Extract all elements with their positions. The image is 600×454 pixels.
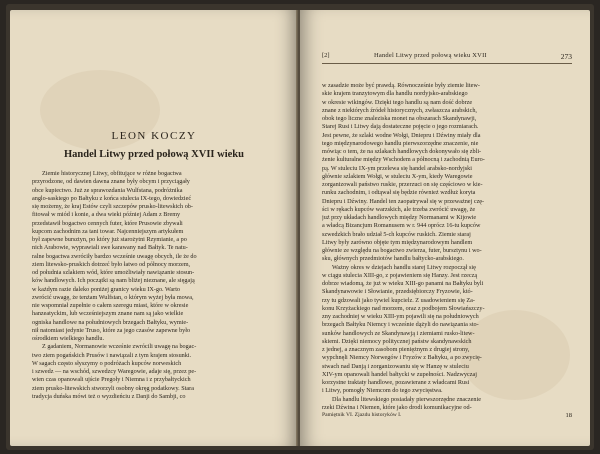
text-line: two ziem pogańskich Prusów i nawiązali z tym krajem stosunki. bbox=[32, 351, 192, 359]
text-line: obok tego liczne znaleziska monet na obszarach Skandynawji, bbox=[322, 115, 477, 122]
text-line: i szwedz — na wschód, szwedzcy Waregowie, adaje się, przez pe- bbox=[32, 368, 197, 375]
right-body-text bbox=[322, 82, 572, 412]
text-line: szwedzkich brało udział 5-ch kupców ruskich. Ziemie staraj bbox=[322, 230, 471, 238]
text-line: sunków handlowych ze Skandynawją i ziemiami rusko-litew- bbox=[322, 329, 475, 337]
header-rule bbox=[322, 63, 572, 64]
text-line: zorganizowali państwo ruskie, przerzuci on się częściowo w kie- bbox=[322, 181, 483, 188]
text-line: tradycja duńska mówi też o wyzdieńciu z Danji do Sambji, co bbox=[32, 392, 186, 400]
text-line: W sagach często słyszymy o podróżach kupców norweskich bbox=[32, 359, 182, 367]
text-line: ści w rękach kupców warzskich, ale trzeba zwrócić uwagę, że bbox=[322, 205, 476, 213]
text-line: głównie ze względu na bogactwo zwierza, futer, bursztynu i wo- bbox=[322, 247, 482, 254]
text-line: sku, głównych przedmiotów handlu bałtycko-arabskiego. bbox=[322, 255, 464, 263]
text-line: przedstawił bogactwo cennych futer, które Prusowie zbywali bbox=[32, 219, 183, 227]
text-line: znane z niektórych źródeł historycznych, zwłaszcza arabskich, bbox=[322, 106, 477, 114]
text-line: fitował w miód i konie, a dwa wieki później Adam z Bremy bbox=[32, 211, 181, 219]
text-line: głównie szlakiem Wołgi, w stuleciu X-ym, kiedy Waregowie bbox=[322, 172, 473, 180]
text-line: w zasadzie może być prawdą. Równocześnie były ziemie litew- bbox=[322, 82, 480, 89]
text-line: ralne bogactwa zwróciły bardzo wcześnie uwagę obcych, ile że do bbox=[32, 252, 197, 260]
text-line: Starej Rusi i Litwy dają dostateczne pojęcie o jego rozmiarach. bbox=[322, 123, 479, 131]
footer-signature: Pamiętnik VI. Zjazdu historyków I. bbox=[322, 412, 402, 418]
text-line: ośrodkiem wielkiego handlu. bbox=[32, 335, 105, 342]
running-title: Handel Litwy przed połową wieku XVII bbox=[374, 52, 487, 59]
text-line: obce kupiectwo. Już ze sprawozdania Wulfstana, podróżnika bbox=[32, 186, 183, 194]
text-line: w każdym razie daleko poniżej granicy wieku IX-go. Warto bbox=[32, 285, 181, 293]
text-line: konu Krzyżackiego nad morzem, oraz z podbojem Słowiańszczy- bbox=[322, 304, 485, 312]
text-line: skiemi. Dzięki niemocy politycznej państw skandynawskich bbox=[322, 337, 472, 345]
text-line: żenie kulturalne między Wschodem a północną i zachodnią Euro- bbox=[322, 156, 485, 164]
text-line: był zapewne bursztyn, po który już starożytni Rzymianie, a po bbox=[32, 236, 187, 243]
text-line: w okresie wikingów. Dzięki tego handlu są nam dość dobrze bbox=[322, 98, 473, 106]
left-body-text bbox=[32, 170, 284, 401]
text-line: runku zachodnim, i odtąwał się będzie również wzdłuż koryta bbox=[322, 189, 476, 197]
section-number: [2] bbox=[322, 52, 330, 59]
text-line: stwach nad Danją i zorganizowaniu się w Hanzę w stuleciu bbox=[322, 362, 469, 370]
chapter-title: Handel Litwy przed połową XVII wieku bbox=[64, 149, 244, 160]
left-page bbox=[10, 10, 298, 446]
text-line: nił natomiast jedynie Truso, które za jego czasów zapewne było bbox=[32, 326, 191, 334]
footer-sheet-number: 18 bbox=[565, 412, 572, 419]
running-header bbox=[322, 52, 572, 62]
right-page bbox=[300, 10, 590, 446]
text-line: Skandynawowie i Słowianie, przedsiębiorczy Fryzowie, któ- bbox=[322, 288, 473, 296]
text-line: wypchnęli Niemcy Norwegów i Fryzów z Bałtyku, a po zwycię- bbox=[322, 354, 482, 362]
text-line: ziem litewsko-pruskich dotrzeć było łatwo od północy morzem, bbox=[32, 260, 191, 268]
text-line: rzeki Dźwina i Niemen, które jako drodi komunikacyjne od- bbox=[322, 403, 472, 411]
text-line: od południa szlakiem wód, które umożliwiały nawiązanie stosun- bbox=[32, 269, 195, 276]
text-line: mówiąc o tem, że na szlakach handlowych dokonywało się zbli- bbox=[322, 148, 482, 155]
text-line: a władcą Bizancjum Romanusem w r. 944 oprócz 16-tu kupców bbox=[322, 222, 481, 230]
text-line: wien czas opanowali ujście Pregoły i Niemna i z przybałtyckich bbox=[32, 376, 191, 384]
text-line: XIV-ym opanowali handel bałtycki w zupełności. Nadzwyczaj bbox=[322, 370, 477, 378]
text-line: hanzeatyckim, lub wcześniejszym znane nam są jako wielkie bbox=[32, 310, 184, 318]
text-line: ogniska handlowe na południowych brzegach Bałtyku, wymie- bbox=[32, 318, 189, 326]
text-line: nich Arabowie, wyprawiali swe karawany nad Bałtyk. Te natu- bbox=[32, 244, 188, 252]
text-line: Dla handlu litewskiego posiadały pierwszorzędne znaczenie bbox=[332, 395, 481, 403]
text-line: się możemy, że kraj Estów czyli szczepów prusko-litewskich ob- bbox=[32, 203, 193, 210]
text-line: nie wspomniał zupełnie o całem szeregu miast, które w okresie bbox=[32, 302, 189, 309]
text-line: skie krajem tranzytowym dla handlu nordyjsko-arabskiego bbox=[322, 90, 468, 98]
text-line: Ziemie historycznej Litwy, obfitujące w różne bogactwa bbox=[42, 170, 182, 177]
text-line: ziem prusko-litewskich stworzyli osobny okręg podatkowy. Stara bbox=[32, 384, 194, 392]
page-number: 273 bbox=[560, 52, 572, 61]
text-line: i Litwy, pomogły Niemcom do tego zwycięstwa. bbox=[322, 387, 443, 395]
text-line: korzystne traktaty handlowe, pozawierane z władcami Rusi bbox=[322, 379, 470, 386]
text-line: w ciągu stulecia XIII-go, z pojawieniem się Hanzy. Jest rzeczą bbox=[322, 271, 478, 279]
text-line: Jest pewne, że szlaki wodne Wołgi, Dniepru i Dźwiny miały dla bbox=[322, 131, 481, 139]
text-line: przyrodzone, od dawien dawna znane były obcym i przyciągały bbox=[32, 178, 190, 186]
text-line: Ważny okres w dziejach handlu starej Litwy rozpoczął się bbox=[332, 263, 476, 271]
text-line: zwrócić uwagę, że tenżam Wulfstan, o którym wyżej była mowa, bbox=[32, 293, 194, 301]
text-line: ków handlowych. Ich początki są nam bliżej nieznane, ale sięgają bbox=[32, 277, 195, 285]
text-line: dobrze wiadomą, że już w wieku XIII-go panami na Bałtyku byli bbox=[322, 280, 484, 287]
text-line: rzy tu gdzowali jako tywiel kupcielz. Z usadowieniem się Za- bbox=[322, 296, 475, 304]
text-line: Z gadaniem, Normanowie wcześnie zwrócili uwagę na bogac- bbox=[42, 343, 197, 351]
chapter-author: LEON KOCZY bbox=[111, 130, 197, 142]
open-book bbox=[6, 4, 594, 450]
text-line: Litwy były zarówno objęte tym międzynarodowym handlem bbox=[322, 238, 473, 246]
text-line: z jednej, a znacznym zasobom pieniężnym z drugiej strony, bbox=[322, 346, 470, 353]
text-line: brzegach Bałtyku Niemcy i wcześnie dążyli do nawiązania sto- bbox=[322, 321, 479, 329]
text-line: anglo-saskiego po Bałtyku z końca stulecia IX-tego, dowiedzieć bbox=[32, 194, 192, 202]
page-footer bbox=[322, 412, 572, 422]
text-line: zny zachodniej w wieku XIII-ym pojawili się na południowych bbox=[322, 313, 479, 320]
text-line: pą. W stuleciu IX-ym przelewa się handel arabsko-nordyjski bbox=[322, 164, 472, 172]
text-line: kupcom zachodnim za tani towar. Najcenniejszym artykułem bbox=[32, 227, 184, 235]
text-line: już przy układach handlowych między Normanami w Kijowie bbox=[322, 214, 477, 221]
text-line: Dniepru i Dźwiny. Handel ten zaopatrywał się w przeważnej czę- bbox=[322, 197, 485, 205]
text-line: tego międzynarodowego handlu pierwszorzędne znaczenie, nie bbox=[322, 139, 479, 147]
